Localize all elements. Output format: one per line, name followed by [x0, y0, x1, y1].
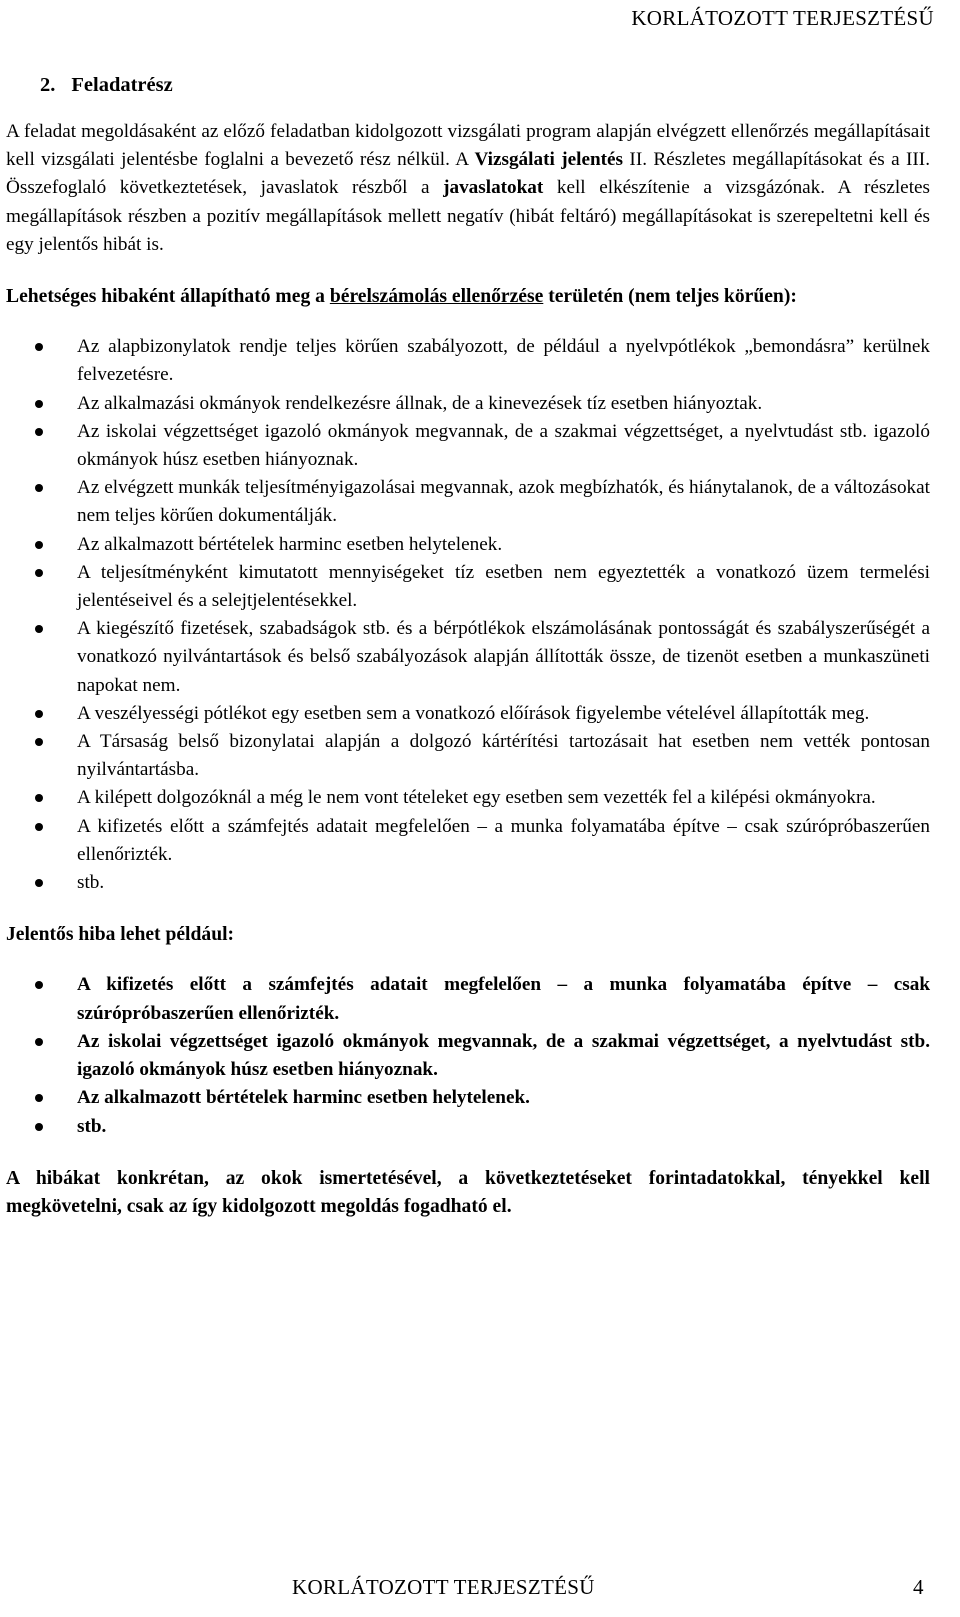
list-item: Az alkalmazási okmányok rendelkezésre állnak, de a kinevezések tíz esetben hiányoztak. — [6, 390, 930, 418]
intro-bold-recommendations: javaslatokat — [443, 177, 544, 199]
intro-text-2: II. Részletes megállapításokat és a III. Összefoglaló következtetések, javaslatok részből a — [6, 149, 930, 199]
section-heading — [40, 70, 930, 100]
list-item: A teljesítményként kimutatott mennyiségeket tíz esetben nem egyeztették a vonatkozó üzem termelési jelentéseivel és a selejtjelentésekkel. — [6, 559, 930, 615]
errors-lead-text-2: területén (nem teljes körűen): — [543, 286, 797, 308]
intro-bold-report: Vizsgálati jelentés — [474, 149, 624, 171]
list-item: A kilépett dolgozóknál a még le nem vont tételeket egy esetben sem vezették fel a kilépési okmányokra. — [6, 784, 930, 812]
list-item: Az alkalmazott bértételek harminc esetben helytelenek. — [6, 531, 930, 559]
document-body — [6, 70, 930, 1221]
list-item: A veszélyességi pótlékot egy esetben sem a vonatkozó előírások figyelembe vételével állapították meg. — [6, 700, 930, 728]
possible-errors-list — [6, 333, 930, 897]
footer-classification: KORLÁTOZOTT TERJESZTÉSŰ — [292, 1575, 595, 1599]
list-item: stb. — [6, 1113, 930, 1141]
list-item: Az alapbizonylatok rendje teljes körűen szabályozott, de például a nyelvpótlékok „bemondásra” kerülnek felvezetésre. — [6, 333, 930, 389]
section-title: Feladatrész — [71, 74, 173, 96]
list-item: stb. — [6, 869, 930, 897]
possible-errors-heading — [6, 283, 930, 311]
list-item: Az alkalmazott bértételek harminc esetben helytelenek. — [6, 1084, 930, 1112]
list-item: A Társaság belső bizonylatai alapján a dolgozó kártérítési tartozásait hat esetben nem vették pontosan nyilvántartásba. — [6, 728, 930, 784]
closing-paragraph: A hibákat konkrétan, az okok ismertetésével, a következtetéseket forintadatokkal, tényekkel kell megkövetelni, csak az így kidolgozott megoldás fogadható el. — [6, 1167, 930, 1217]
list-item: Az iskolai végzettséget igazoló okmányok megvannak, de a szakmai végzettséget, a nyelvtudást stb. igazoló okmányok húsz esetben hiányoznak. — [6, 418, 930, 474]
major-errors-list — [6, 971, 930, 1140]
errors-lead-text-1: Lehetséges hibaként állapítható meg a — [6, 286, 330, 308]
list-item: A kiegészítő fizetések, szabadságok stb. és a bérpótlékok elszámolásának pontosságát és szabályszerűségét a vonatkozó nyilvántartások és belső szabályozások alapján állították össze, de tizenöt esetben a munkaszüneti napokat nem. — [6, 615, 930, 700]
list-item: A kifizetés előtt a számfejtés adatait megfelelően – a munka folyamatába építve – csak szúrópróbaszerűen ellenőrizték. — [6, 971, 930, 1027]
major-errors-heading: Jelentős hiba lehet például: — [6, 924, 235, 946]
page-header: KORLÁTOZOTT TERJESZTÉSŰ — [631, 6, 934, 30]
page-number: 4 — [913, 1575, 924, 1599]
intro-text-1: A feladat megoldásaként az előző feladatban kidolgozott vizsgálati program alapján elvégzett ellenőrzés megállapításait kell vizsgálati jelentésbe foglalni a bevezető rész nélkül. A — [6, 121, 930, 171]
section-number: 2. — [40, 74, 56, 96]
list-item: Az iskolai végzettséget igazoló okmányok megvannak, de a szakmai végzettséget, a nyelvtudást stb. igazoló okmányok húsz esetben hiányoznak. — [6, 1028, 930, 1084]
errors-lead-underlined: bérelszámolás ellenőrzése — [329, 286, 544, 308]
intro-text-3: kell elkészítenie a vizsgázónak. A részletes megállapítások részben a pozitív megállapítások mellett negatív (hibát feltáró) megállapításokat is szerepeltetni kell és egy jelentős hibát is. — [6, 177, 931, 255]
list-item: Az elvégzett munkák teljesítményigazolásai megvannak, azok megbízhatók, és hiánytalanok, de a változásokat nem teljes körűen dokumentálják. — [6, 474, 930, 530]
list-item: A kifizetés előtt a számfejtés adatait megfelelően – a munka folyamatába építve – csak szúrópróbaszerűen ellenőrizték. — [6, 813, 930, 869]
intro-paragraph — [6, 118, 930, 259]
